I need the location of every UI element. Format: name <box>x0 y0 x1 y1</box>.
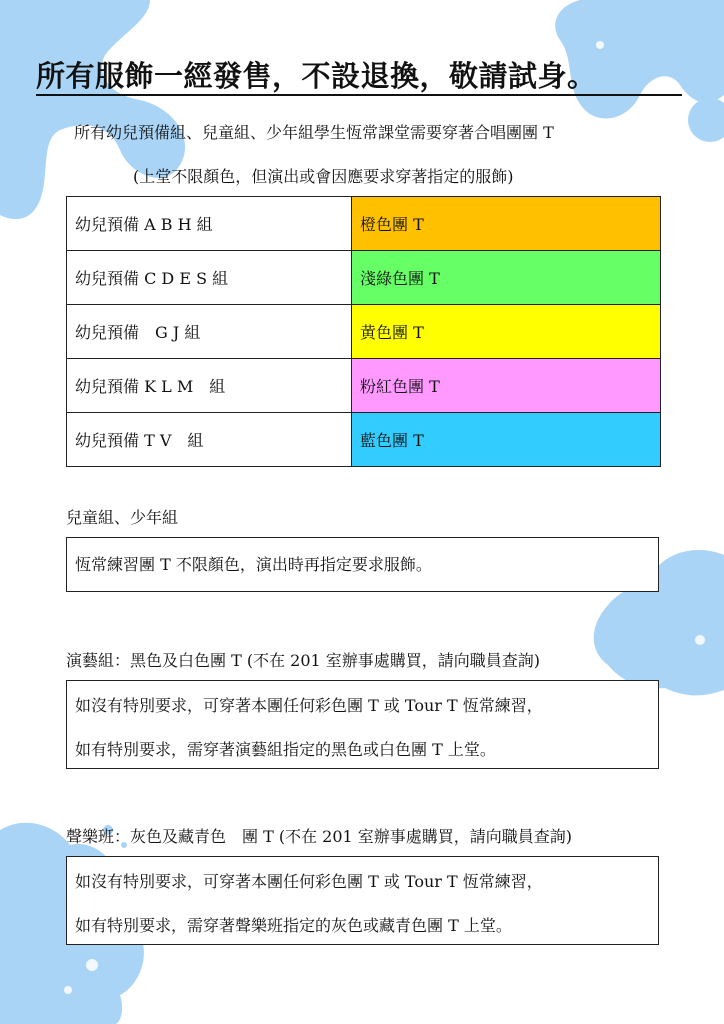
intro-line-1: 所有幼兒預備組、兒童組、少年組學生恆常課堂需要穿著合唱團團 T <box>74 123 554 142</box>
vocal-heading: 聲樂班：灰色及藏青色 團 T (不在 201 室辦事處購買，請向職員查詢) <box>66 827 573 846</box>
group-shirt-color: 藍色團 T <box>352 413 661 467</box>
group-row <box>67 359 661 413</box>
vocal-note-line-2: 如有特別要求，需穿著聲樂班指定的灰色或藏青色團 T 上堂。 <box>75 916 512 935</box>
group-row <box>67 251 661 305</box>
drama-heading: 演藝組：黑色及白色團 T (不在 201 室辦事處購買，請向職員查詢) <box>66 651 541 670</box>
preschool-group-table <box>66 196 661 467</box>
group-row <box>67 197 661 251</box>
group-name: 幼兒預備 A B H 組 <box>67 197 352 251</box>
group-row <box>67 305 661 359</box>
children-heading: 兒童組、少年組 <box>66 508 179 527</box>
group-name: 幼兒預備 C D E S 組 <box>67 251 352 305</box>
group-shirt-color: 黄色團 T <box>352 305 661 359</box>
group-name: 幼兒預備 T V 組 <box>67 413 352 467</box>
group-shirt-color: 橙色團 T <box>352 197 661 251</box>
vocal-note-box <box>66 856 659 945</box>
children-note: 恆常練習團 T 不限顏色，演出時再指定要求服飾。 <box>75 555 432 574</box>
group-shirt-color: 淺綠色團 T <box>352 251 661 305</box>
vocal-note-line-1: 如沒有特別要求，可穿著本團任何彩色團 T 或 Tour T 恆常練習， <box>75 872 543 891</box>
drama-note-line-2: 如有特別要求，需穿著演藝組指定的黑色或白色團 T 上堂。 <box>75 740 496 759</box>
group-row <box>67 413 661 467</box>
group-name: 幼兒預備 K L M 組 <box>67 359 352 413</box>
group-name: 幼兒預備 G J 組 <box>67 305 352 359</box>
drama-note-box <box>66 680 659 769</box>
page-title: 所有服飾一經發售，不設退換，敬請試身。 <box>36 59 597 93</box>
group-shirt-color: 粉紅色團 T <box>352 359 661 413</box>
drama-note-line-1: 如沒有特別要求，可穿著本團任何彩色團 T 或 Tour T 恆常練習， <box>75 696 543 715</box>
title-underline <box>36 94 682 96</box>
children-note-box <box>66 537 659 592</box>
intro-line-2: (上堂不限顏色，但演出或會因應要求穿著指定的服飾) <box>133 167 514 186</box>
